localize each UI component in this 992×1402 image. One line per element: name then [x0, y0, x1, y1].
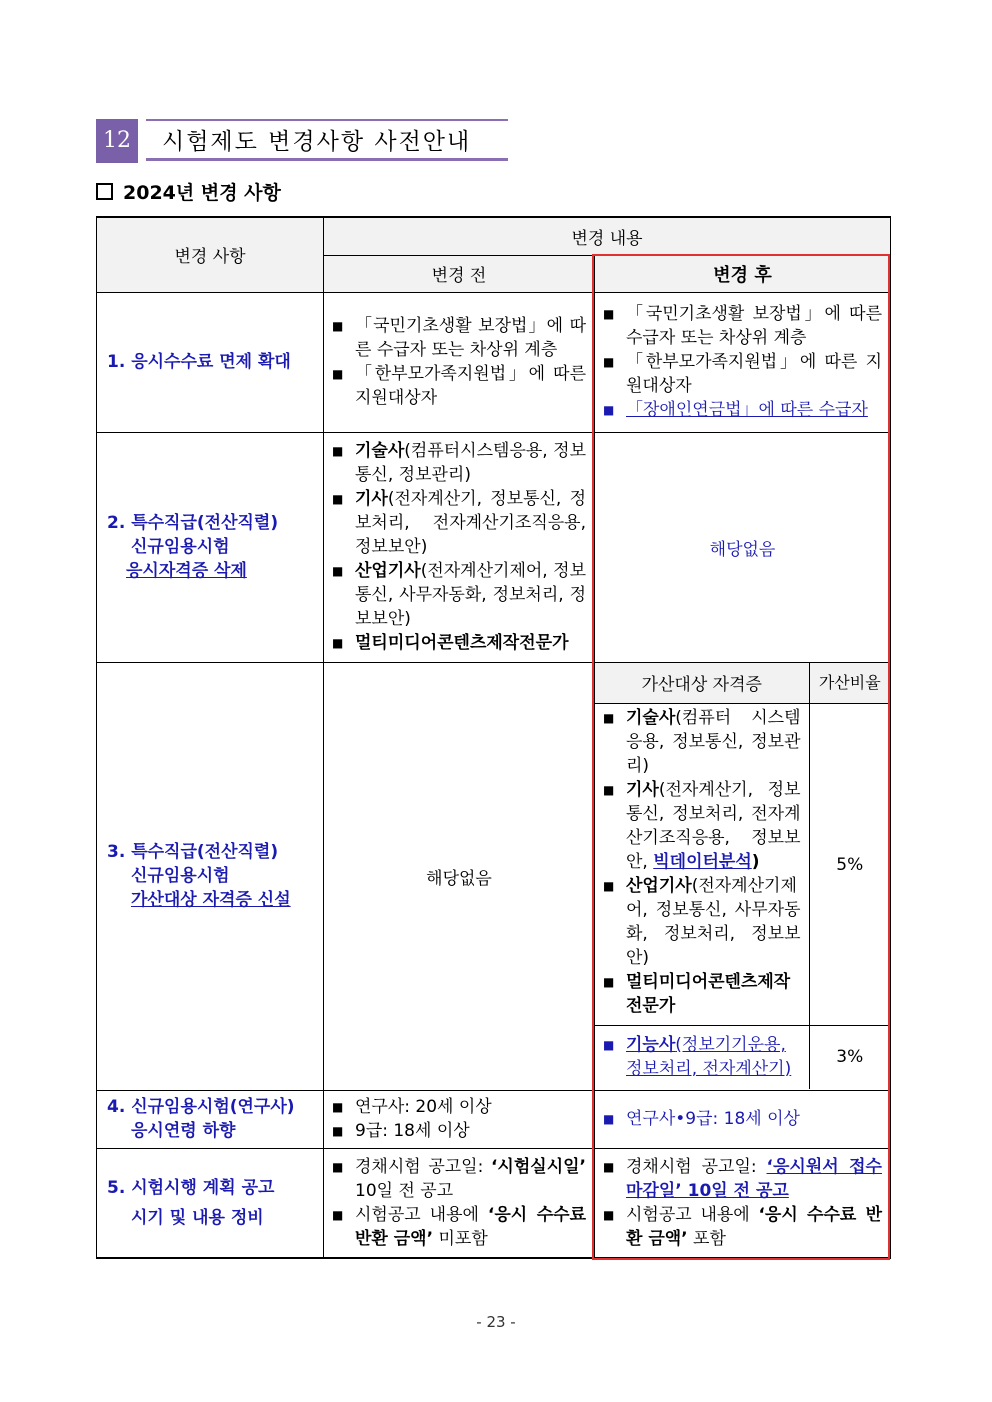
row4-item: 4. 신규임용시험(연구사) 응시연령 하향: [97, 1090, 324, 1148]
list-item: ■ 시험공고 내용에 ‘응시 수수료 반환 금액’ 포함: [603, 1203, 882, 1251]
table-row: [97, 1090, 891, 1148]
list-item: ■ 멀티미디어콘텐츠제작전문가: [603, 970, 801, 1018]
header-content: 변경 내용: [324, 217, 891, 255]
section-number: 12: [96, 119, 138, 163]
list-item: ■ 「한부모가족지원법」에 따른 지원대상자: [332, 362, 586, 410]
row1-before: [324, 292, 595, 432]
list-item: ■ 기술사(컴퓨터시스템응용, 정보통신, 정보관리): [332, 439, 586, 487]
row3-item: 3. 특수직급(전산직렬) 신규임용시험 가산대상 자격증 신설: [97, 662, 324, 1090]
header-before: 변경 전: [324, 255, 595, 292]
row1-item: 1. 응시수수료 면제 확대: [97, 292, 324, 432]
row3-after: [595, 662, 891, 1090]
inner-header-rate: 가산비율: [809, 663, 890, 704]
checkbox-icon: [96, 183, 113, 200]
list-item: ■ 기술사(컴퓨터 시스템응용, 정보통신, 정보관리): [603, 706, 801, 778]
row5-after: [595, 1148, 891, 1258]
row5-item: 5. 시험시행 계획 공고 시기 및 내용 정비: [97, 1148, 324, 1258]
group1-rate: 5%: [809, 704, 890, 1026]
group2-rate: 3%: [809, 1026, 890, 1089]
list-item: ■ 「한부모가족지원법」에 따른 지원대상자: [603, 350, 882, 398]
header-item: 변경 사항: [97, 217, 324, 292]
inner-header-cert: 가산대상 자격증: [595, 663, 809, 704]
table-row: [97, 292, 891, 432]
subheading-text: 2024년 변경 사항: [123, 182, 281, 204]
changes-table: [96, 216, 891, 1259]
list-item-new: ■ 연구사•9급: 18세 이상: [603, 1107, 882, 1131]
section-header: [96, 119, 508, 165]
bonus-cert-table: [595, 663, 890, 1089]
header-after: 변경 후: [595, 255, 891, 292]
list-item-new: ■ 「장애인연금법」에 따른 수급자: [603, 398, 882, 422]
list-item: ■ 멀티미디어콘텐츠제작전문가: [332, 631, 586, 655]
list-item-new: ■ 기능사(정보기기운용, 정보처리, 전자계산기): [603, 1033, 801, 1081]
list-item: ■ 기사(전자계산기, 정보통신, 정보처리, 전자계산기조직응용, 정보보안): [332, 487, 586, 559]
row5-before: [324, 1148, 595, 1258]
list-item: ■ 연구사: 20세 이상: [332, 1095, 586, 1119]
row2-after: 해당없음: [595, 432, 891, 662]
row1-after: [595, 292, 891, 432]
subheading: [96, 178, 281, 205]
group2-certs: [595, 1026, 809, 1089]
list-item: ■ 산업기사(전자계산기제어, 정보통신, 사무자동화, 정보처리, 정보보안): [603, 874, 801, 970]
row3-before: 해당없음: [324, 662, 595, 1090]
list-item: ■ 기사(전자계산기, 정보통신, 정보처리, 전자계산기조직응용, 정보보안, 빅데이터분석): [603, 778, 801, 874]
row4-before: [324, 1090, 595, 1148]
group1-certs: [595, 704, 809, 1026]
list-item: ■ 경채시험 공고일: ‘응시원서 접수 마감일’ 10일 전 공고: [603, 1155, 882, 1203]
list-item: ■ 「국민기초생활 보장법」에 따른 수급자 또는 차상위 계층: [332, 314, 586, 362]
section-title: 시험제도 변경사항 사전안내: [146, 119, 508, 161]
list-item: ■ 시험공고 내용에 ‘응시 수수료 반환 금액’ 미포함: [332, 1203, 586, 1251]
list-item: ■ 산업기사(전자계산기제어, 정보통신, 사무자동화, 정보처리, 정보보안): [332, 559, 586, 631]
row4-after: [595, 1090, 891, 1148]
table-row: [97, 1148, 891, 1258]
list-item: ■ 경채시험 공고일: ‘시험실시일’ 10일 전 공고: [332, 1155, 586, 1203]
table-row: [97, 432, 891, 662]
table-row: [97, 662, 891, 1090]
row2-item: 2. 특수직급(전산직렬) 신규임용시험 응시자격증 삭제: [97, 432, 324, 662]
row2-before: [324, 432, 595, 662]
list-item: ■ 「국민기초생활 보장법」에 따른 수급자 또는 차상위 계층: [603, 302, 882, 350]
page-number: - 23 -: [476, 1313, 516, 1331]
list-item: ■ 9급: 18세 이상: [332, 1119, 586, 1143]
